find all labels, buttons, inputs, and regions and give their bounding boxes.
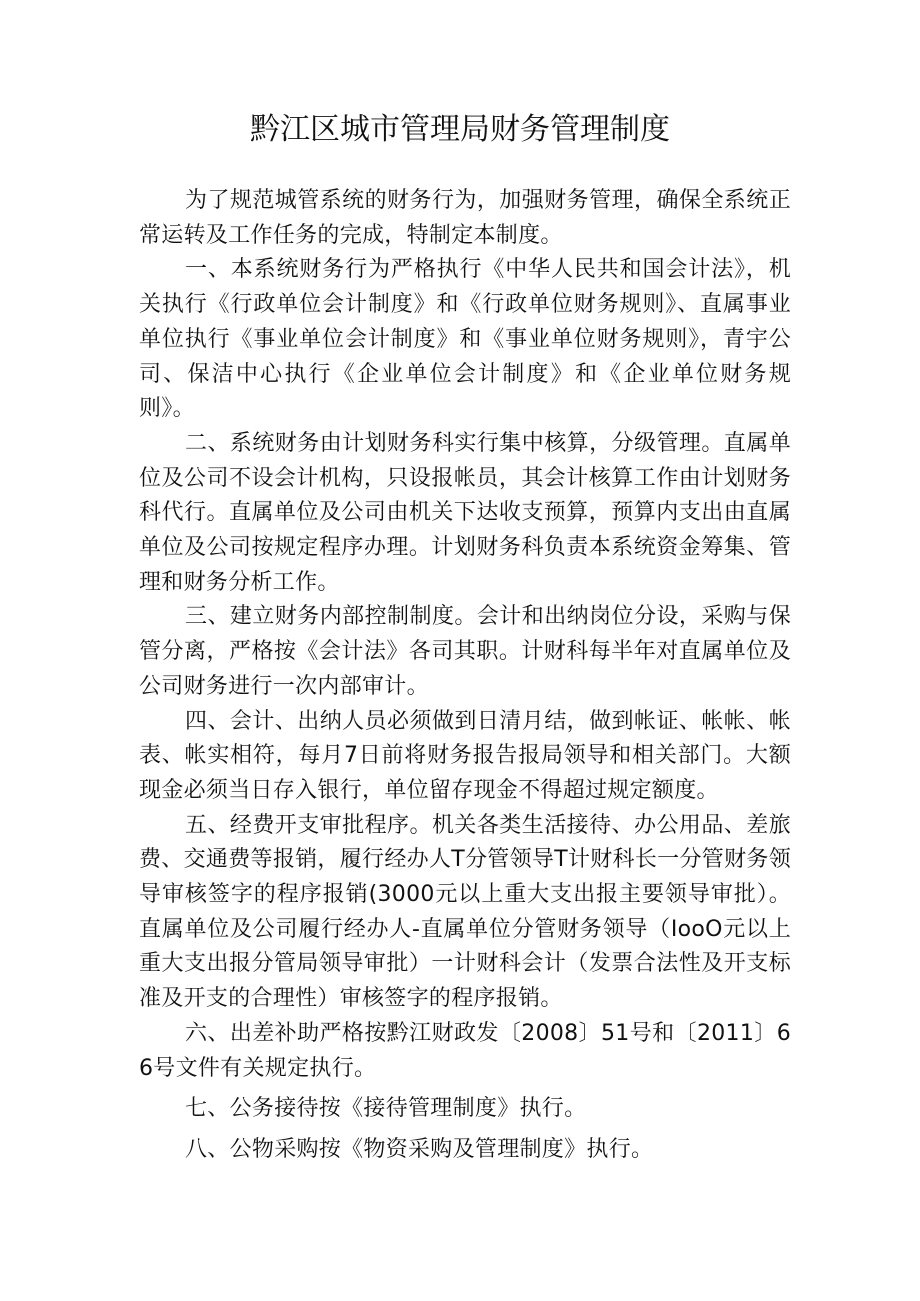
paragraph-article-6: 六、出差补助严格按黔江财政发〔2008〕51号和〔2011〕66号文件有关规定执行。	[139, 1020, 791, 1081]
document-title: 黔江区城市管理局财务管理制度	[250, 112, 670, 147]
paragraph-article-4: 四、会计、出纳人员必须做到日清月结，做到帐证、帐帐、帐表、帐实相符，每月7日前将财务报告报局领导和相关部门。大额现金必须当日存入银行，单位留存现金不得超过规定额度。	[139, 708, 791, 803]
paragraph-article-5: 五、经费开支审批程序。机关各类生活接待、办公用品、差旅费、交通费等报销，履行经办人T分管领导T计财科长一分管财务领导审核签字的程序报销(3000元以上重大支出报主要领导审批）。直属单位及公司履行经办人-直属单位分管财务领导（IooO元以上重大支出报分管局领导审批）一计财科会计（发票合法性及开支标准及开支的合理性）审核签字的程序报销。	[139, 812, 791, 1012]
paragraph-article-8: 八、公物采购按《物资采购及管理制度》执行。	[185, 1136, 654, 1162]
paragraph-intro: 为了规范城管系统的财务行为，加强财务管理，确保全系统正常运转及工作任务的完成，特制定本制度。	[139, 188, 791, 248]
paragraph-article-7: 七、公务接待按《接待管理制度》执行。	[185, 1096, 587, 1122]
paragraph-article-2: 二、系统财务由计划财务科实行集中核算，分级管理。直属单位及公司不设会计机构，只设报帐员，其会计核算工作由计划财务科代行。直属单位及公司由机关下达收支预算，预算内支出由直属单位及公司按规定程序办理。计划财务科负责本系统资金筹集、管理和财务分析工作。	[139, 430, 791, 595]
paragraph-article-3: 三、建立财务内部控制制度。会计和出纳岗位分设，采购与保管分离，严格按《会计法》各司其职。计财科每半年对直属单位及公司财务进行一次内部审计。	[139, 604, 791, 699]
paragraph-article-1: 一、本系统财务行为严格执行《中华人民共和国会计法》，机关执行《行政单位会计制度》和《行政单位财务规则》、直属事业单位执行《事业单位会计制度》和《事业单位财务规则》，青宇公司、保洁中心执行《企业单位会计制度》和《企业单位财务规则》。	[139, 257, 791, 422]
document-body	[139, 184, 791, 1168]
